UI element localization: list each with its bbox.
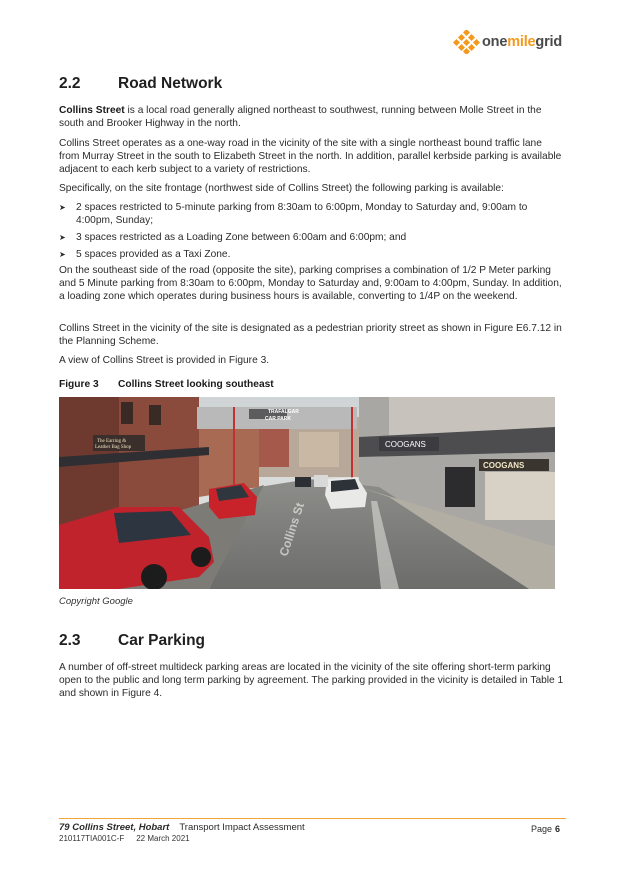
paragraph-car-parking: A number of off-street multideck parking areas are located in the vicinity of the site offering short-term parking open to the public and long term parking by agreement. The parking provided in the vicinity is detailed in Table 1 and shown in Figure 4.: [59, 662, 564, 700]
paragraph-collins-street-description: Collins Street is a local road generally aligned northeast to southwest, running between Molle Street in the south and Brooker Highway in the north.: [59, 105, 542, 130]
onemilegrid-logo: [453, 30, 562, 54]
list-item: ➤ 3 spaces restricted as a Loading Zone between 6:00am and 6:00pm; and: [59, 232, 407, 244]
footer-divider: [59, 818, 566, 819]
paragraph-one-way-operation: Collins Street operates as a one-way road in the vicinity of the site with a single northeast bound traffic lane from Murray Street in the south to Elizabeth Street in the north. In addition, parallel kerbside parking is available adjacent to each kerb subject to a variety of restrictions.: [59, 138, 562, 176]
paragraph-southeast-side-parking: On the southeast side of the road (opposite the site), parking comprises a combination of 1/2 P Meter parking and 5 Minute parking from 8:30am to 6:00pm, Monday to Saturday and, 9:00am to 4:00pm, Sunday. In addition, a loading zone which operates during business hours is available, converting to 1/4P on the weekend.: [59, 265, 562, 303]
section-title: Road Network: [118, 75, 223, 92]
figure-caption: [59, 379, 274, 390]
logo-wordmark: onemilegrid: [482, 34, 562, 50]
arrow-bullet-icon: ➤: [59, 233, 66, 243]
store-sign-2: COOGANS: [483, 461, 525, 470]
footer-document-title: Transport Impact Assessment: [179, 822, 305, 833]
section-heading-car-parking: [59, 632, 205, 650]
section-title: Car Parking: [118, 632, 206, 649]
shop-sign-bottom: Leather Bag Shop: [95, 445, 132, 450]
section-number: 2.2: [59, 75, 81, 92]
footer-title-line: [59, 822, 305, 833]
bold-term: Collins Street: [59, 105, 125, 116]
grid-logo-icon: [453, 30, 480, 54]
parking-restrictions-list: [59, 201, 565, 265]
paragraph-figure-reference: A view of Collins Street is provided in Figure 3.: [59, 355, 270, 366]
paragraph-pedestrian-priority: Collins Street in the vicinity of the site is designated as a pedestrian priority street as shown in Figure E6.7.12 in the Planning Scheme.: [59, 323, 562, 348]
section-number: 2.3: [59, 632, 81, 649]
arrow-bullet-icon: ➤: [59, 203, 66, 212]
shop-sign-top: The Earring &: [97, 439, 127, 444]
footer-address: 79 Collins Street, Hobart: [59, 822, 170, 833]
paragraph-site-frontage-intro: Specifically, on the site frontage (northwest side of Collins Street) the following parking is available:: [59, 183, 504, 194]
footer-date: 22 March 2021: [136, 834, 190, 843]
list-item: ➤ 5 spaces provided as a Taxi Zone.: [59, 249, 231, 261]
collins-street-photo: [59, 397, 555, 589]
figure-title: Collins Street looking southeast: [118, 379, 274, 390]
section-heading-road-network: [59, 75, 222, 93]
page-number: Page 6: [531, 824, 561, 834]
arrow-bullet-icon: ➤: [59, 250, 66, 260]
road-marking-text: Collins St: [276, 500, 307, 558]
carpark-sign-bottom: CAR PARK: [265, 416, 292, 422]
figure-number: Figure 3: [59, 379, 99, 390]
list-item: ➤ 2 spaces restricted to 5-minute parking from 8:30am to 6:00pm, Monday to Saturday and, 9:00am to 4:00pm, Sunday;: [59, 202, 528, 227]
photo-copyright: Copyright Google: [59, 596, 133, 607]
footer-reference: 210117TIA001C-F: [59, 834, 125, 843]
store-sign-1: COOGANS: [385, 440, 426, 449]
footer-reference-line: [59, 834, 190, 843]
carpark-sign-top: TRAFALGAR: [268, 409, 299, 415]
